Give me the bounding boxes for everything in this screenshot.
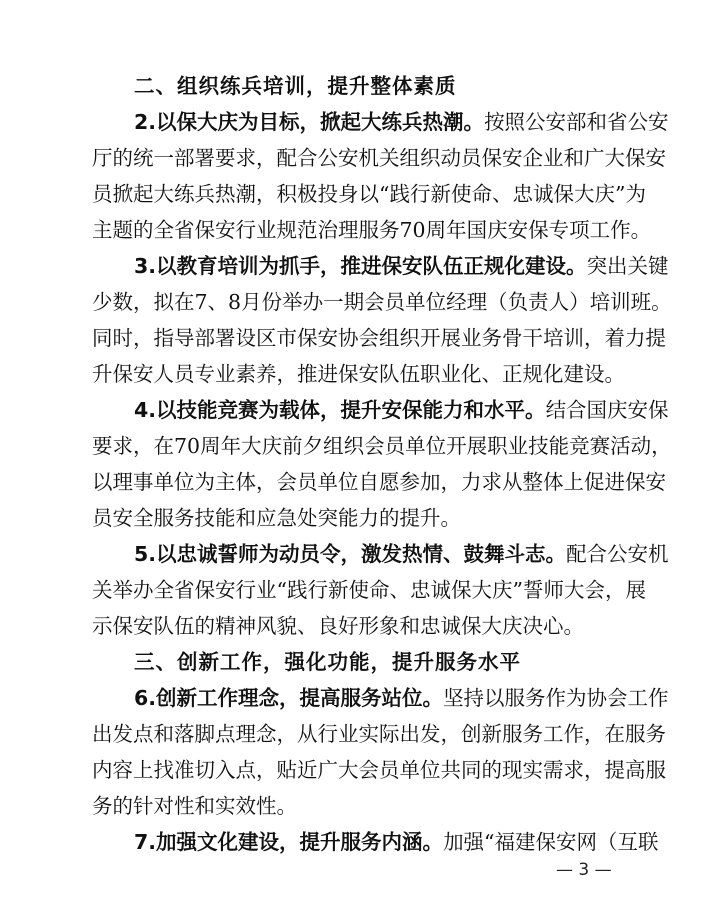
item-3-lead: 3.以教育培训为抓手，推进保安队伍正规化建设。 <box>134 254 587 278</box>
item-2-text: 按照公安部和省公安 <box>484 110 669 134</box>
paragraph-item-6-line-2: 出发点和落脚点理念，从行业实际出发，创新服务工作，在服务 <box>92 722 666 746</box>
paragraph-item-4-line-3: 以理事单位为主体，会员单位自愿参加，力求从整体上促进保安 <box>92 470 666 494</box>
page-number: — 3 — <box>556 860 612 880</box>
item-4-lead: 4.以技能竞赛为载体，提升安保能力和水平。 <box>134 398 546 422</box>
section-heading-2: 二、组织练兵培训，提升整体素质 <box>134 74 457 98</box>
item-5-text: 配合公安机 <box>566 542 669 566</box>
paragraph-item-6-line-3: 内容上找准切入点，贴近广大会员单位共同的现实需求，提高服 <box>92 758 666 782</box>
paragraph-item-6-line-4: 务的针对性和实效性。 <box>92 794 297 818</box>
item-2-lead: 2.以保大庆为目标，掀起大练兵热潮。 <box>134 110 485 134</box>
paragraph-item-2-line-1 <box>134 104 721 140</box>
item-6-lead: 6.创新工作理念，提高服务站位。 <box>134 686 444 710</box>
item-7-text: 加强“福建保安网（互联 <box>443 830 659 854</box>
paragraph-item-4-line-1 <box>134 392 721 428</box>
paragraph-item-4-line-4: 员安全服务技能和应急处突能力的提升。 <box>92 506 461 530</box>
item-6-text: 坚持以服务作为协会工作 <box>443 686 669 710</box>
paragraph-item-3-line-2: 少数，拟在7、8月份举办一期会员单位经理（负责人）培训班。 <box>92 290 672 314</box>
paragraph-item-3-line-1 <box>134 248 721 284</box>
item-7-lead: 7.加强文化建设，提升服务内涵。 <box>134 830 444 854</box>
paragraph-item-6-line-1 <box>134 680 721 716</box>
paragraph-item-5-line-3: 示保安队伍的精神风貌、良好形象和忠诚保大庆决心。 <box>92 614 584 638</box>
item-4-text: 结合国庆安保 <box>545 398 669 422</box>
paragraph-item-2-line-3: 员掀起大练兵热潮，积极投身以“践行新使命、忠诚保大庆”为 <box>92 182 646 206</box>
paragraph-item-5-line-1 <box>134 536 721 572</box>
paragraph-item-3-line-3: 同时，指导部署设区市保安协会组织开展业务骨干培训，着力提 <box>92 326 666 350</box>
paragraph-item-5-line-2: 关举办全省保安行业“践行新使命、忠诚保大庆”誓师大会，展 <box>92 578 646 602</box>
paragraph-item-3-line-4: 升保安人员专业素养，推进保安队伍职业化、正规化建设。 <box>92 362 625 386</box>
paragraph-item-4-line-2: 要求，在70周年大庆前夕组织会员单位开展职业技能竞赛活动， <box>92 434 672 458</box>
paragraph-item-2-line-4: 主题的全省保安行业规范治理服务70周年国庆安保专项工作。 <box>92 218 652 242</box>
section-heading-3: 三、创新工作，强化功能，提升服务水平 <box>134 650 521 674</box>
item-5-lead: 5.以忠诚誓师为动员令，激发热情、鼓舞斗志。 <box>134 542 567 566</box>
item-3-text: 突出关键 <box>586 254 669 278</box>
paragraph-item-2-line-2: 厅的统一部署要求，配合公安机关组织动员保安企业和广大保安 <box>92 146 666 170</box>
